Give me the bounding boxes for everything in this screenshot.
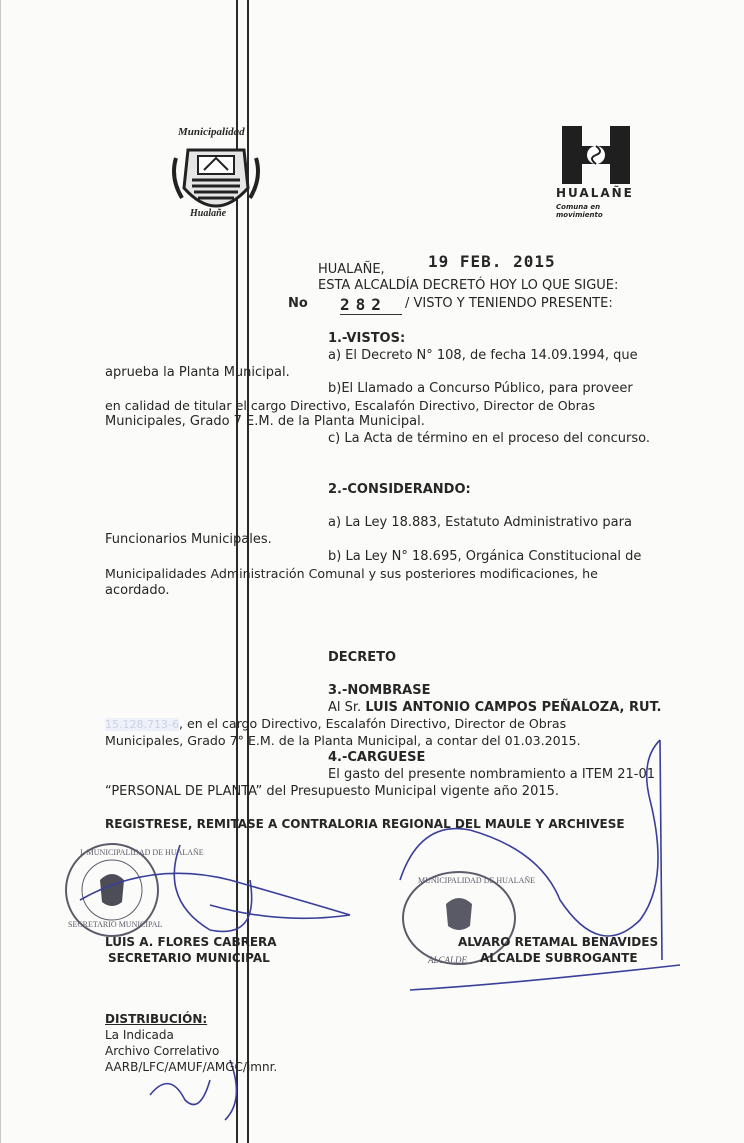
section-vistos-title: 1.-VISTOS:: [328, 331, 406, 346]
nombrase-line3: Municipales, Grado 7° E.M. de la Planta Municipal, a contar del 01.03.2015.: [105, 733, 581, 748]
decree-heading: ESTA ALCALDÍA DECRETÓ HOY LO QUE SIGUE:: [318, 278, 619, 293]
date-stamp: 19 FEB. 2015: [428, 252, 556, 271]
considerando-b-line1: b) La Ley N° 18.695, Orgánica Constitucional de: [328, 549, 642, 564]
redacted-rut: 15.128.713-6: [105, 718, 179, 731]
hualane-logo-tagline: Comuna en movimiento: [556, 203, 603, 219]
distribution-item: AARB/LFC/AMUF/AMGC/imnr.: [105, 1060, 278, 1074]
carguese-line1: El gasto del presente nombramiento a ITEM 21-01: [328, 767, 655, 782]
vistos-b-line2: en calidad de titular el cargo Directivo, Escalafón Directivo, Director de Obras: [105, 398, 596, 413]
mayor-stamp-bottom-text: ALCALDE: [428, 955, 468, 965]
distribution-item: Archivo Correlativo: [105, 1044, 220, 1058]
considerando-b-line2: Municipalidades Administración Comunal y sus posteriores modificaciones, he: [105, 566, 598, 581]
nombrase-line1-prefix: Al Sr.: [328, 700, 362, 715]
mayor-role: ALCALDE SUBROGANTE: [480, 951, 638, 965]
secretary-name: LUIS A. FLORES CABRERA: [105, 935, 277, 949]
secretary-stamp-top-text: I. MUNICIPALIDAD DE HUALAÑE: [80, 848, 204, 857]
number-suffix: / VISTO Y TENIENDO PRESENTE:: [405, 296, 613, 311]
vistos-b-line3: Municipales, Grado 7 E.M. de la Planta Municipal.: [105, 414, 425, 429]
place-label: HUALAÑE,: [318, 262, 385, 277]
distribution-title: DISTRIBUCIÓN:: [105, 1012, 208, 1026]
decree-number: 282: [340, 295, 402, 315]
section-nombrase-title: 3.-NOMBRASE: [328, 683, 431, 698]
decreto-title: DECRETO: [328, 650, 397, 665]
section-carguese-title: 4.-CARGUESE: [328, 750, 426, 765]
mayor-stamp-top-text: MUNICIPALIDAD DE HUALAÑE: [418, 876, 536, 885]
appointee-name: LUIS ANTONIO CAMPOS PEÑALOZA, RUT.: [365, 700, 662, 715]
vistos-b-line1: b)El Llamado a Concurso Público, para proveer: [328, 381, 633, 396]
closing-statement: REGISTRESE, REMITASE A CONTRALORIA REGIONAL DEL MAULE Y ARCHIVESE: [105, 817, 625, 831]
considerando-a-line2: Funcionarios Municipales.: [105, 532, 272, 547]
coat-of-arms-bottom-text: Hualañe: [190, 208, 227, 219]
number-prefix: No: [288, 296, 308, 311]
nombrase-line2-text: , en el cargo Directivo, Escalafón Directivo, Director de Obras: [178, 716, 567, 731]
vistos-c-line1: c) La Acta de término en el proceso del concurso.: [328, 431, 650, 446]
hualane-logo-name: HUALAÑE: [556, 186, 634, 200]
secretary-role: SECRETARIO MUNICIPAL: [108, 951, 270, 965]
considerando-b-line3: acordado.: [105, 583, 170, 598]
considerando-a-line1: a) La Ley 18.883, Estatuto Administrativo para: [328, 515, 632, 530]
section-considerando-title: 2.-CONSIDERANDO:: [328, 482, 471, 497]
vistos-a-line1: a) El Decreto N° 108, de fecha 14.09.1994, que: [328, 348, 638, 363]
coat-of-arms-top-text: Municipalidad: [178, 126, 245, 138]
mayor-name: ALVARO RETAMAL BENAVIDES: [458, 935, 659, 949]
vistos-a-line2: aprueba la Planta Municipal.: [105, 365, 290, 380]
secretary-stamp-bottom-text: SECRETARIO MUNICIPAL: [68, 920, 163, 929]
distribution-item: La Indicada: [105, 1028, 174, 1042]
carguese-line2: “PERSONAL DE PLANTA” del Presupuesto Municipal vigente año 2015.: [105, 784, 560, 799]
